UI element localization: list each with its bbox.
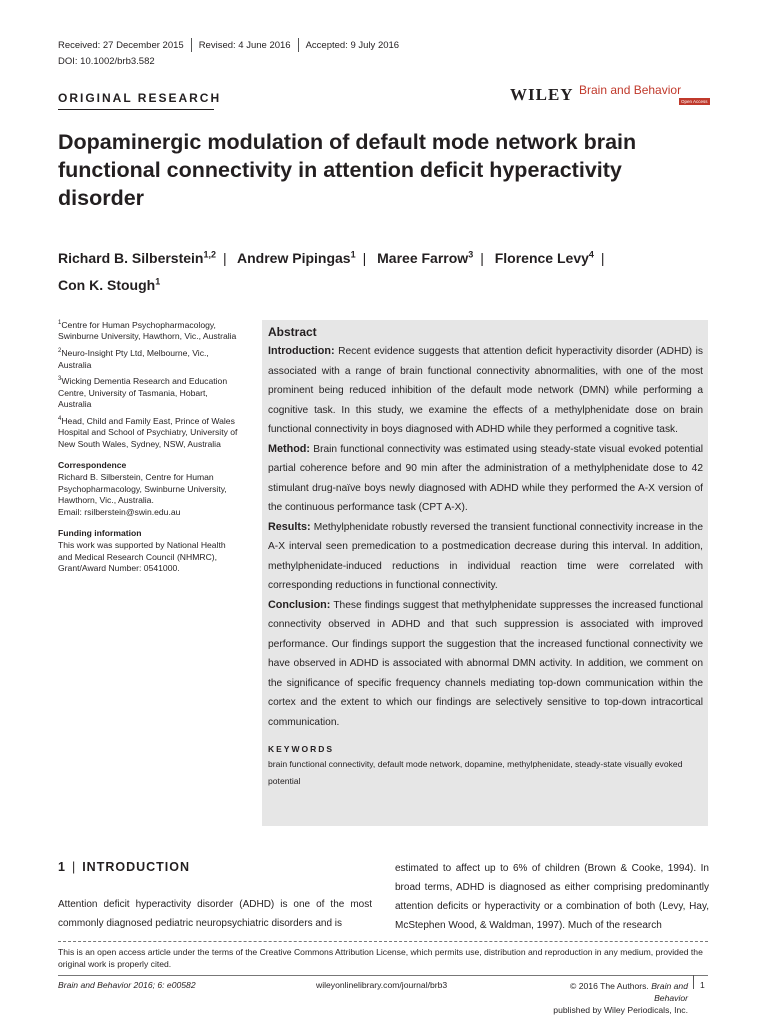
author[interactable]: Richard B. Silberstein$^{1,2}$ [58, 249, 216, 266]
section-rule [58, 109, 214, 110]
section-label: ORIGINAL RESEARCH [58, 91, 222, 105]
license-text: This is an open access article under the terms of the Creative Commons Attribution License, which permits use, distribution and reproduction in any medium, provided the original work is properly cited. [58, 947, 703, 969]
wiley-logo: WILEY [510, 85, 574, 104]
doi[interactable]: DOI: 10.1002/brb3.582 [58, 56, 155, 67]
results-label: Results: [268, 520, 311, 533]
footer-rule [58, 975, 708, 976]
footer-copyright: © 2016 The Authors. Brain and Behavior published by Wiley Periodicals, Inc. [553, 981, 688, 1015]
revised-date: Revised: 4 June 2016 [198, 39, 291, 51]
funding-text: This work was supported by National Health and Medical Research Council (NHMRC), Grant/Award Number: 0541000. [58, 539, 226, 574]
abstract-results: Methylphenidate robustly reversed the transient functional connectivity increase in the A-X interval seen premedication to a postmedication decrease during this interval. In addition, methylphenidate-induced reductions in individual reaction time were correlated with corresponding reductions in functional connectivity. [268, 521, 703, 591]
correspondence-email[interactable]: Email: rsilberstein@swin.edu.au [58, 506, 181, 517]
sidebar-info [58, 318, 240, 575]
date-separator [298, 38, 299, 52]
correspondence-heading: Correspondence [58, 460, 127, 471]
author[interactable]: Florence Levy$^4$ [494, 249, 594, 266]
footer-separator [693, 975, 694, 989]
author-list: Richard B. Silberstein$^{1,2}$ | Andrew Pipingas$^1$ | Maree Farrow$^3$ | Florence Levy$^4$ | Con K. Stough$^1$ [58, 249, 605, 294]
affiliation: $^4$Head, Child and Family East, Prince of Wales Hospital and School of Psychiatry, University of New South Wales, Sydney, NSW, Australia [58, 415, 238, 449]
abstract-body [268, 342, 703, 732]
open-access-badge: Open Access [681, 99, 708, 104]
correspondence-text: Richard B. Silberstein, Centre for Human Psychopharmacology, Swinburne University, Hawthorn, Vic., Australia. [58, 471, 227, 506]
abstract-introduction: Recent evidence suggests that attention deficit hyperactivity disorder (ADHD) is associated with a range of brain functional connectivity abnormalities, with one of the most prominent being reduced inhibition of the default mode network (DMN) while performing a cognitive task. In this study, we examine the effects of a methylphenidate dose on brain functional connectivity in boys diagnosed with ADHD while they performed a cognitive task. [268, 346, 703, 435]
affiliation: $^1$Centre for Human Psychopharmacology, Swinburne University, Hawthorn, Vic., Australia [58, 319, 237, 342]
abstract-conclusion: These findings suggest that methylphenidate suppresses the increased functional connectivity observed in ADHD and that such suppression is associated with improved performance. Our findings support the suggestion that the increased functional connectivity we have observed in ADHD is associated with abnormal DMN activity. In addition, we comment on the significance of specific frequency channels mediating top-down communication within the cortex and the extent to which our findings are selectively sensitive to top-down intracortical communication. [268, 599, 703, 728]
introduction-column-1: Attention deficit hyperactivity disorder (ADHD) is one of the most commonly diagnosed pediatric neuropsychiatric disorders and is [58, 899, 372, 929]
affiliation: $^2$Neuro-Insight Pty Ltd, Melbourne, Vic., Australia [58, 347, 209, 370]
method-label: Method: [268, 442, 310, 455]
introduction-heading: 1 | INTRODUCTION [58, 860, 191, 874]
page-number: 1 [700, 980, 705, 990]
author[interactable]: Con K. Stough$^1$ [58, 276, 161, 294]
article-dates [58, 38, 399, 52]
author[interactable]: Andrew Pipingas$^1$ [237, 249, 356, 266]
abstract-heading: Abstract [268, 325, 317, 339]
introduction-column-2: estimated to affect up to 6% of children (Brown & Cooke, 1994). In broad terms, ADHD is diagnosed as either comprising predominantly attention deficits or hyperactivity or a combination of both (Levy, Hay, McStephen Wood, & Waldman, 1997). Much of the research [395, 863, 709, 931]
accepted-date: Accepted: 9 July 2016 [305, 39, 400, 51]
journal-logo: Brain and Behavior [579, 83, 682, 97]
conclusion-label: Conclusion: [268, 598, 331, 611]
license-divider [58, 941, 708, 942]
abstract-method: Brain functional connectivity was estimated using steady-state visual evoked potential partial coherence before and 90 min after the administration of a methylphenidate dose to 42 stimulant drug-naïve boys newly diagnosed with ADHD while they performed the A-X version of the continuous performance task (CPT A-X). [268, 443, 703, 513]
author[interactable]: Maree Farrow$^3$ [377, 249, 474, 266]
keywords-heading: KEYWORDS [268, 744, 335, 754]
date-separator [191, 38, 192, 52]
funding-heading: Funding information [58, 528, 142, 539]
received-date: Received: 27 December 2015 [58, 39, 184, 51]
footer-citation: Brain and Behavior 2016; 6: e00582 [58, 980, 196, 990]
footer-url[interactable]: wileyonlinelibrary.com/journal/brb3 [316, 980, 448, 990]
affiliation: $^3$Wicking Dementia Research and Education Centre, University of Tasmania, Hobart, Australia [58, 375, 228, 410]
introduction-label: Introduction: [268, 345, 335, 357]
article-title: Dopaminergic modulation of default mode network brain functional connectivity in attention deficit hyperactivity disorder [58, 130, 637, 210]
keywords-list: brain functional connectivity, default mode network, dopamine, methylphenidate, steady-state visually evoked potential [268, 759, 683, 786]
abstract-box [262, 320, 708, 826]
